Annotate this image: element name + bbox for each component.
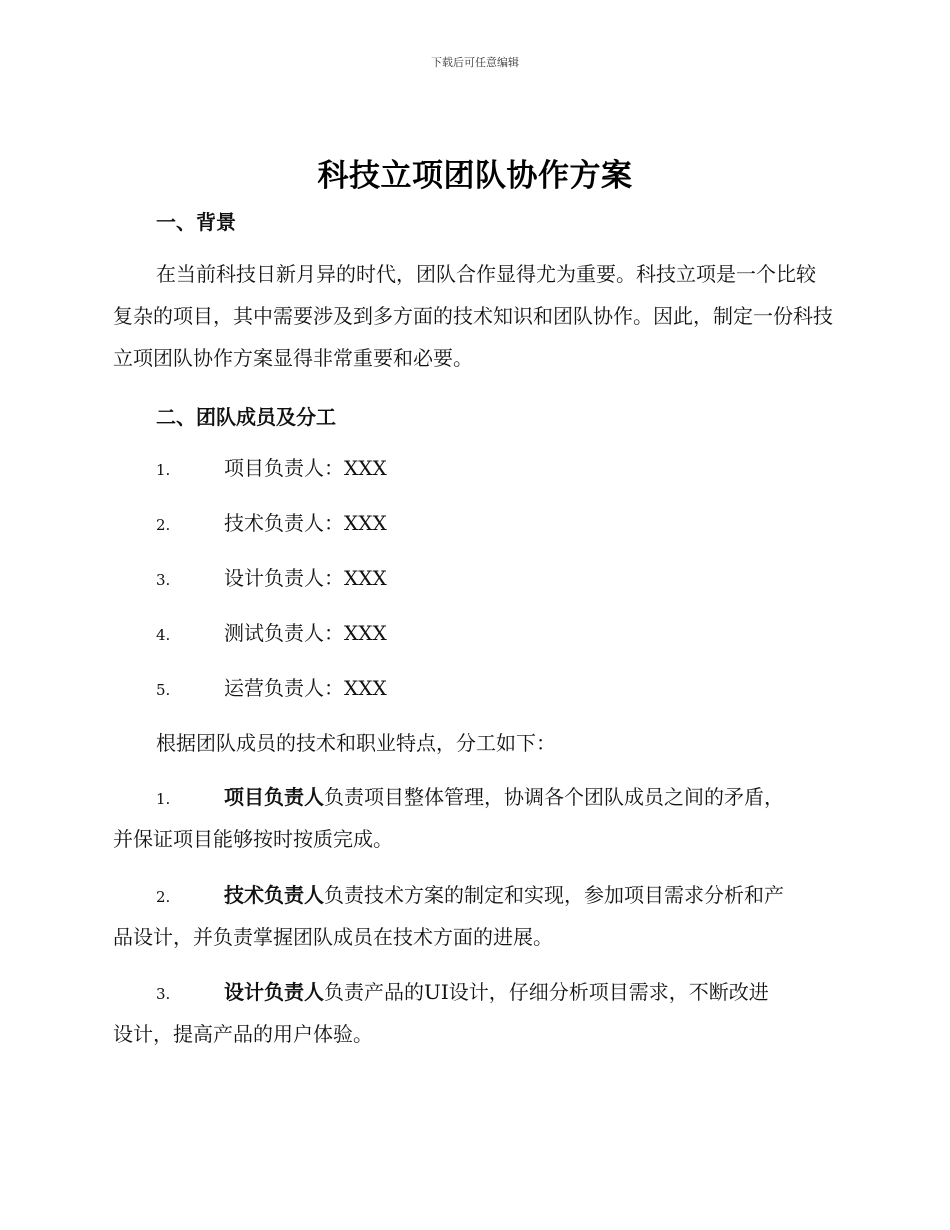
list-number: 1. <box>156 461 171 479</box>
duty-item-line1 <box>156 782 784 812</box>
member-name: XXX <box>344 456 387 480</box>
member-name: XXX <box>344 511 387 535</box>
member-item <box>156 563 387 593</box>
duty-text: 负责项目整体管理，协调各个团队成员之间的矛盾， <box>324 785 784 809</box>
member-role: 项目负责人： <box>224 456 344 480</box>
list-number: 2. <box>156 516 171 534</box>
section-heading-background: 一、背景 <box>156 210 236 234</box>
list-number: 3. <box>156 985 171 1003</box>
member-item <box>156 508 387 538</box>
division-intro: 根据团队成员的技术和职业特点，分工如下： <box>156 731 556 755</box>
duty-item-line2: 品设计，并负责掌握团队成员在技术方面的进展。 <box>113 925 553 949</box>
member-role: 设计负责人： <box>224 566 344 590</box>
duty-role: 技术负责人 <box>224 883 324 907</box>
duty-item-line2: 设计，提高产品的用户体验。 <box>113 1022 373 1046</box>
member-role: 测试负责人： <box>224 621 344 645</box>
member-name: XXX <box>344 621 387 645</box>
page-header-note: 下载后可任意编辑 <box>431 56 519 69</box>
document-title: 科技立项团队协作方案 <box>317 158 633 194</box>
duty-item-line1 <box>156 880 784 910</box>
list-number: 5. <box>156 681 171 699</box>
list-number: 3. <box>156 571 171 589</box>
member-item <box>156 673 387 703</box>
duty-role: 设计负责人 <box>224 980 324 1004</box>
member-name: XXX <box>344 676 387 700</box>
member-role: 技术负责人： <box>224 511 344 535</box>
duty-text: 负责产品的UI设计，仔细分析项目需求，不断改进 <box>324 980 769 1004</box>
duty-role: 项目负责人 <box>224 785 324 809</box>
background-paragraph: 在当前科技日新月异的时代，团队合作显得尤为重要。科技立项是一个比较复杂的项目，其中需要涉及到多方面的技术知识和团队协作。因此，制定一份科技立项团队协作方案显得非常重要和必要。 <box>113 262 833 370</box>
list-number: 1. <box>156 790 171 808</box>
member-role: 运营负责人： <box>224 676 344 700</box>
list-number: 4. <box>156 626 171 644</box>
duty-text: 负责技术方案的制定和实现，参加项目需求分析和产 <box>324 883 784 907</box>
member-item <box>156 618 387 648</box>
list-number: 2. <box>156 888 171 906</box>
duty-item-line1 <box>156 977 769 1007</box>
duty-item-line2: 并保证项目能够按时按质完成。 <box>113 827 393 851</box>
member-name: XXX <box>344 566 387 590</box>
member-item <box>156 453 387 483</box>
section-heading-team: 二、团队成员及分工 <box>156 405 336 429</box>
